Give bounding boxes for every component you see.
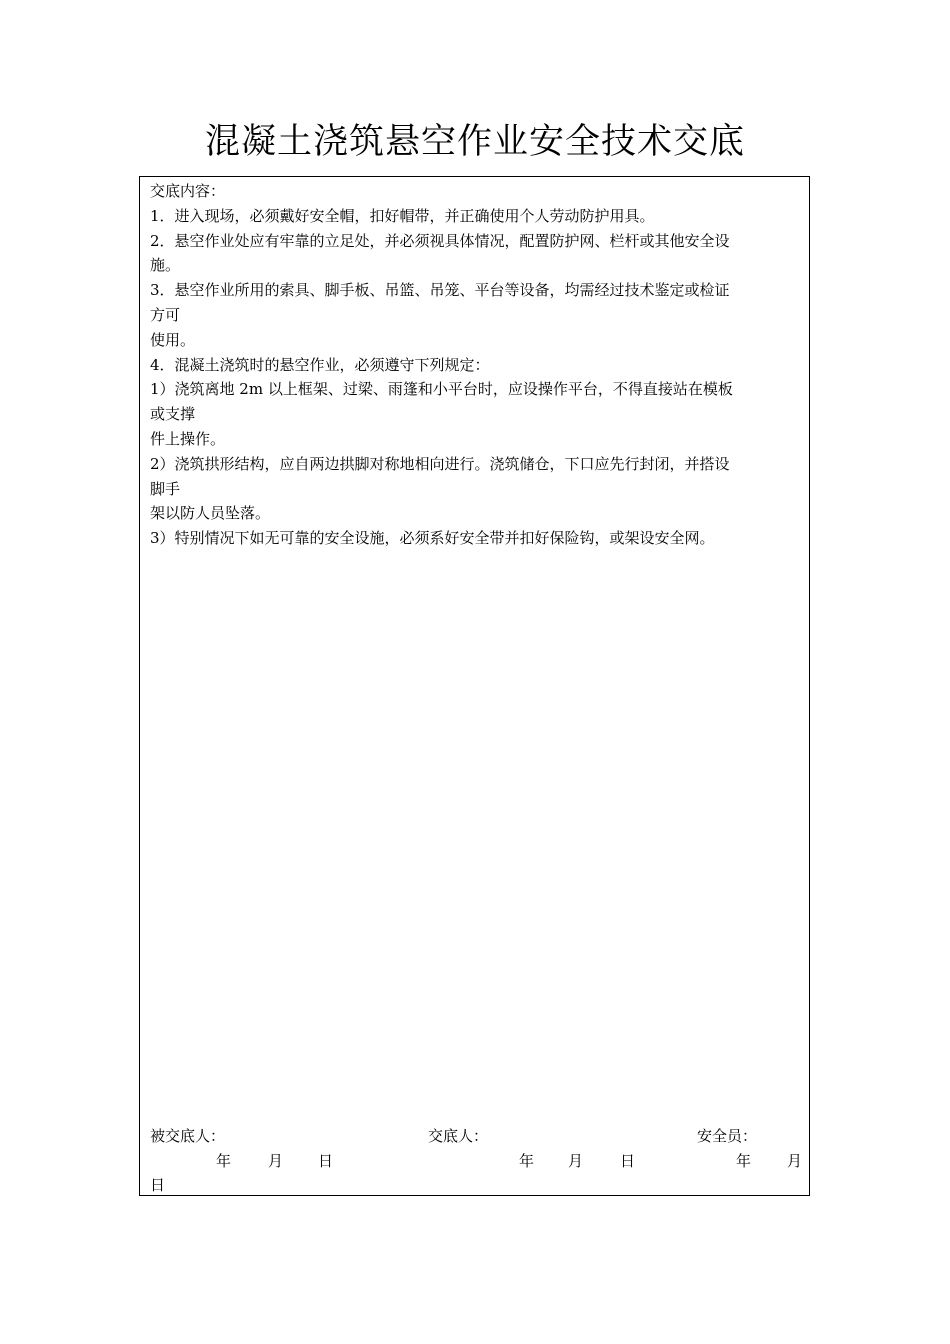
content-line: 1）浇筑离地 2m 以上框架、过梁、雨篷和小平台时，应设操作平台，不得直接站在模板 <box>150 380 733 399</box>
content-line: 或支撑 <box>150 405 196 424</box>
content-line: 件上操作。 <box>150 429 226 448</box>
safety-officer-month: 月 <box>787 1152 803 1170</box>
content-line: 2．悬空作业处应有牢靠的立足处，并必须视具体情况，配置防护网、栏杆或其他安全设 <box>150 231 730 250</box>
date-row <box>140 1149 809 1174</box>
safety-officer-year: 年 <box>736 1152 752 1170</box>
document-title: 混凝土浇筑悬空作业安全技术交底 <box>204 122 745 162</box>
discloser-year: 年 <box>519 1152 535 1170</box>
content-line: 3）特别情况下如无可靠的安全设施，必须系好安全带并扣好保险钩，或架设安全网。 <box>150 529 715 548</box>
safety-officer-day: 日 <box>150 1176 166 1194</box>
content-line: 方可 <box>150 305 181 324</box>
content-heading: 交底内容： <box>150 182 226 200</box>
content-line: 使用。 <box>150 330 196 349</box>
content-line: 施。 <box>150 256 181 275</box>
recipient-label: 被交底人： <box>150 1127 226 1145</box>
content-line: 3．悬空作业所用的索具、脚手板、吊篮、吊笼、平台等设备，均需经过技术鉴定或检证 <box>150 281 730 300</box>
safety-officer-label: 安全员： <box>697 1127 758 1145</box>
discloser-day: 日 <box>620 1152 636 1170</box>
content-line: 架以防人员坠落。 <box>150 504 271 523</box>
recipient-year: 年 <box>216 1152 232 1170</box>
content-line: 2）浇筑拱形结构，应自两边拱脚对称地相向进行。浇筑储仓，下口应先行封闭，并搭设 <box>150 454 730 473</box>
content-line: 1．进入现场，必须戴好安全帽，扣好帽带，并正确使用个人劳动防护用具。 <box>150 206 655 225</box>
signature-row <box>150 1124 800 1149</box>
recipient-day: 日 <box>318 1152 334 1170</box>
content-line: 脚手 <box>150 479 181 498</box>
disclosure-content <box>150 179 800 551</box>
disclosure-table <box>139 176 810 1196</box>
discloser-month: 月 <box>568 1152 584 1170</box>
discloser-label: 交底人： <box>428 1127 489 1145</box>
recipient-month: 月 <box>268 1152 284 1170</box>
content-line: 4．混凝土浇筑时的悬空作业，必须遵守下列规定： <box>150 355 490 374</box>
